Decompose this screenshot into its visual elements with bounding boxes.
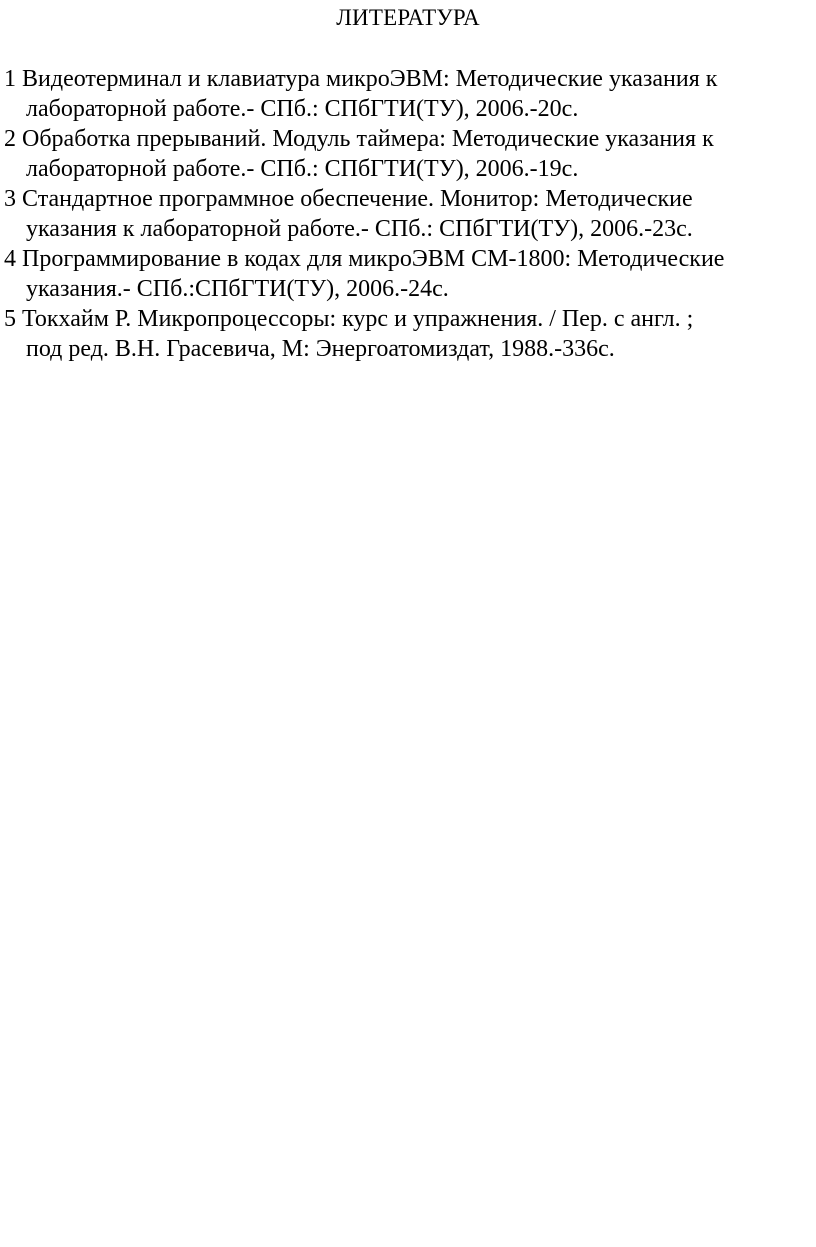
reference-line: 2 Обработка прерываний. Модуль таймера: Методические указания к xyxy=(4,126,714,152)
reference-line: указания.- СПб.:СПбГТИ(ТУ), 2006.-24с. xyxy=(26,276,449,302)
reference-item xyxy=(4,304,812,364)
reference-line: под ред. В.Н. Грасевича, М: Энергоатомиздат, 1988.-336с. xyxy=(26,336,615,362)
reference-item xyxy=(4,124,812,184)
reference-item xyxy=(4,64,812,124)
reference-item xyxy=(4,244,812,304)
reference-line: 1 Видеотерминал и клавиатура микроЭВМ: Методические указания к xyxy=(4,66,718,92)
reference-line: лабораторной работе.- СПб.: СПбГТИ(ТУ), 2006.-20с. xyxy=(26,96,579,122)
reference-line: указания к лабораторной работе.- СПб.: СПбГТИ(ТУ), 2006.-23с. xyxy=(26,216,693,242)
reference-line: 3 Стандартное программное обеспечение. Монитор: Методические xyxy=(4,186,693,212)
reference-line: лабораторной работе.- СПб.: СПбГТИ(ТУ), 2006.-19с. xyxy=(26,156,579,182)
page-title: ЛИТЕРАТУРА xyxy=(336,5,480,30)
reference-line: 5 Токхайм Р. Микропроцессоры: курс и упражнения. / Пер. с англ. ; xyxy=(4,306,694,332)
reference-line: 4 Программирование в кодах для микроЭВМ СМ-1800: Методические xyxy=(4,246,725,272)
reference-list xyxy=(4,64,812,364)
reference-item xyxy=(4,184,812,244)
